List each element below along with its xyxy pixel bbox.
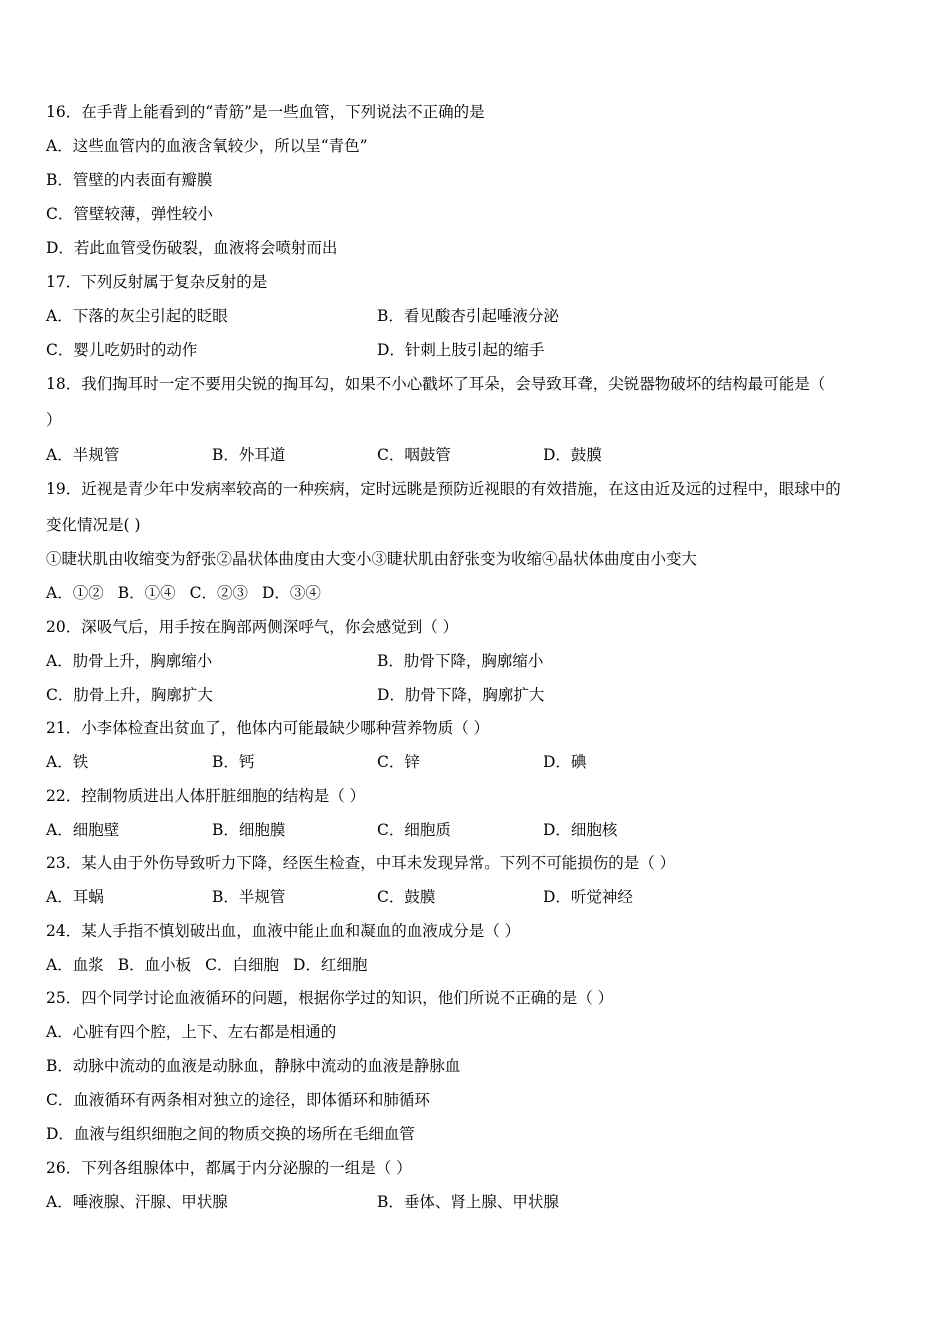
q25-option-b: B．动脉中流动的血液是动脉血，静脉中流动的血液是静脉血: [46, 1057, 461, 1075]
q21-option-c: C．锌: [377, 753, 420, 771]
q20-option-d: D．肋骨下降，胸廓扩大: [377, 686, 545, 704]
q21-option-d: D．碘: [543, 753, 587, 771]
q16-option-d: D．若此血管受伤破裂，血液将会喷射而出: [46, 239, 338, 257]
q19-option-a: A．①②: [46, 584, 104, 602]
q21-option-a: A．铁: [46, 753, 89, 771]
q16-option-a: A．这些血管内的血液含氧较少，所以呈“青色”: [46, 137, 368, 155]
q18-option-a: A．半规管: [46, 446, 120, 464]
q16-stem: 16．在手背上能看到的“青筋”是一些血管，下列说法不正确的是: [46, 103, 485, 121]
q24-stem: 24．某人手指不慎划破出血，血液中能止血和凝血的血液成分是（ ）: [46, 922, 521, 940]
q20-option-b: B．肋骨下降，胸廓缩小: [377, 652, 544, 670]
q18-option-c: C．咽鼓管: [377, 446, 451, 464]
q22-option-b: B．细胞膜: [212, 821, 286, 839]
q19-stem-line1: 19．近视是青少年中发病率较高的一种疾病，定时远眺是预防近视眼的有效措施，在这由近及远的过程中，眼球中的: [46, 480, 841, 498]
q18-stem-line1: 18．我们掏耳时一定不要用尖锐的掏耳勾，如果不小心戳坏了耳朵，会导致耳聋，尖锐器物破坏的结构最可能是（: [46, 375, 826, 393]
q16-option-b: B．管壁的内表面有瓣膜: [46, 171, 213, 189]
q24-option-c: C．白细胞: [205, 956, 279, 974]
q23-option-a: A．耳蜗: [46, 888, 104, 906]
q25-stem: 25．四个同学讨论血液循环的问题，根据你学过的知识，他们所说不正确的是（ ）: [46, 989, 614, 1007]
q22-option-a: A．细胞壁: [46, 821, 120, 839]
q19-options-row: [46, 582, 910, 604]
q19-option-d: D．③④: [261, 584, 321, 602]
q16-option-c: C．管壁较薄，弹性较小: [46, 205, 213, 223]
q17-option-b: B．看见酸杏引起唾液分泌: [377, 307, 559, 325]
q26-stem: 26．下列各组腺体中，都属于内分泌腺的一组是（ ）: [46, 1159, 412, 1177]
q24-option-d: D．红细胞: [292, 956, 368, 974]
q20-option-c: C．肋骨上升，胸廓扩大: [46, 686, 213, 704]
q22-option-c: C．细胞质: [377, 821, 451, 839]
q24-option-a: A．血浆: [46, 956, 104, 974]
q24-options-row: [46, 954, 910, 976]
q17-option-d: D．针刺上肢引起的缩手: [377, 341, 545, 359]
q23-option-b: B．半规管: [212, 888, 286, 906]
q19-stem-line2: 变化情况是( ): [46, 516, 141, 534]
q19-items: ①睫状肌由收缩变为舒张②晶状体曲度由大变小③睫状肌由舒张变为收缩④晶状体曲度由小变大: [46, 550, 698, 568]
q18-option-d: D．鼓膜: [543, 446, 602, 464]
q26-option-a: A．唾液腺、汗腺、甲状腺: [46, 1193, 228, 1211]
q17-option-c: C．婴儿吃奶时的动作: [46, 341, 198, 359]
q26-option-b: B．垂体、肾上腺、甲状腺: [377, 1193, 559, 1211]
q22-stem: 22．控制物质进出人体肝脏细胞的结构是（ ）: [46, 787, 366, 805]
q24-option-b: B．血小板: [117, 956, 192, 974]
q19-option-c: C．②③: [189, 584, 248, 602]
q20-option-a: A．肋骨上升，胸廓缩小: [46, 652, 213, 670]
q17-option-a: A．下落的灰尘引起的眨眼: [46, 307, 228, 325]
q23-stem: 23．某人由于外伤导致听力下降，经医生检查，中耳未发现异常。下列不可能损伤的是（ ）: [46, 854, 676, 872]
q25-option-a: A．心脏有四个腔，上下、左右都是相通的: [46, 1023, 337, 1041]
q25-option-d: D．血液与组织细胞之间的物质交换的场所在毛细血管: [46, 1125, 415, 1143]
q23-option-d: D．听觉神经: [543, 888, 633, 906]
q18-option-b: B．外耳道: [212, 446, 286, 464]
q25-option-c: C．血液循环有两条相对独立的途径，即体循环和肺循环: [46, 1091, 430, 1109]
q23-option-c: C．鼓膜: [377, 888, 436, 906]
q18-stem-line2: ）: [46, 411, 62, 429]
q20-stem: 20．深吸气后，用手按在胸部两侧深呼气，你会感觉到（ ）: [46, 618, 459, 636]
q17-stem: 17．下列反射属于复杂反射的是: [46, 273, 268, 291]
q21-option-b: B．钙: [212, 753, 255, 771]
q21-stem: 21．小李体检查出贫血了，他体内可能最缺少哪种营养物质（ ）: [46, 719, 490, 737]
q19-option-b: B．①④: [117, 584, 176, 602]
q22-option-d: D．细胞核: [543, 821, 618, 839]
